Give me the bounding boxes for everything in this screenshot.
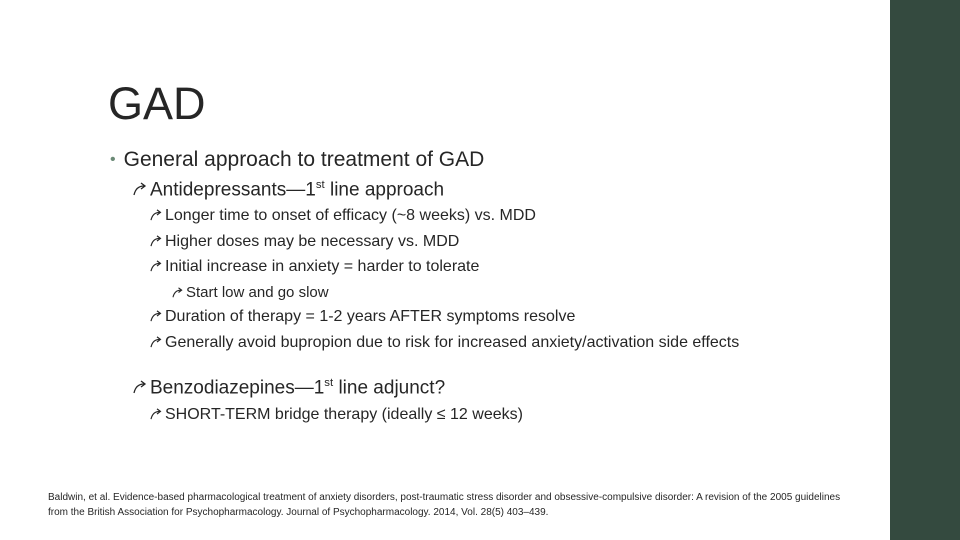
curved-arrow-icon [150,336,164,348]
list-item-text: Initial increase in anxiety = harder to tolerate [165,258,480,275]
list-item [136,333,760,352]
list-item-text: Duration of therapy = 1-2 years AFTER symptoms resolve [165,308,576,325]
slide-title: GAD [108,78,206,129]
list-item [150,258,479,276]
list-item [150,308,575,326]
sub-list-item [172,284,329,301]
superscript: st [324,377,334,389]
benzo-text: Benzodiazepines—1 [150,377,325,399]
bullet-text: General approach to treatment of GAD [123,148,485,171]
list-item-text: Generally avoid bupropion due to risk for increased anxiety/activation side effects [165,334,740,351]
bullet-benzodiazepines [133,377,445,399]
curved-arrow-icon [133,182,149,196]
curved-arrow-icon [150,260,164,272]
curved-arrow-icon [133,380,149,394]
curved-arrow-icon [150,408,164,420]
bullet-level1 [110,148,484,172]
superscript: st [315,179,325,191]
list-item-text: Higher doses may be necessary vs. MDD [165,233,460,250]
curved-arrow-icon [150,235,164,247]
list-item [150,233,459,251]
bullet-dot-icon: • [110,151,116,168]
list-item-text: Longer time to onset of efficacy (~8 weeks) vs. MDD [165,207,536,224]
antidepressants-text-end: line approach [324,179,445,201]
sub-list-item-text: Start low and go slow [186,284,329,301]
list-item [150,406,523,424]
list-item-text: SHORT-TERM bridge therapy (ideally ≤ 12 weeks) [165,406,523,423]
curved-arrow-icon [150,209,164,221]
curved-arrow-icon [150,310,164,322]
bullet-antidepressants [133,179,444,201]
benzo-text-end: line adjunct? [333,377,446,399]
sidebar-accent-bar [890,0,960,540]
antidepressants-text: Antidepressants—1 [150,179,316,201]
curved-arrow-icon [172,287,185,298]
list-item [150,207,536,225]
reference-citation: Baldwin, et al. Evidence-based pharmacological treatment of anxiety disorders, post-traumatic stress disorder and obsessive-compulsive disorder: A revision of the 2005 guidelines from the British Association for Psychopharmacology. Journal of Psychopharmacology. 2014, Vol. 28(5) 403–439. [48,492,841,518]
